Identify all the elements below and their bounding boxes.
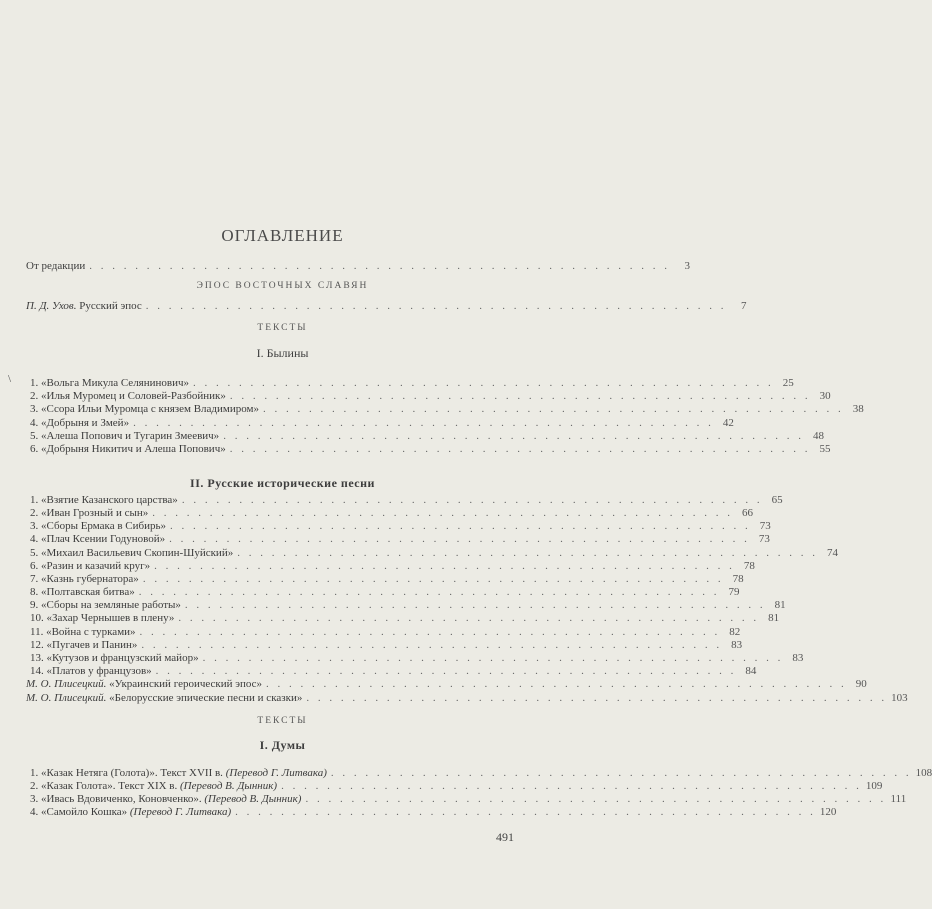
entry-label xyxy=(30,639,137,652)
dot-leader: . . . . . . . . . . . . . . . . . . . . . . . . . . . . . . . . . . . . . . . . . . . . . . . . . . . xyxy=(223,429,804,442)
entry-label xyxy=(30,533,165,546)
toc-entry[interactable] xyxy=(30,793,907,806)
toc-entry-plisetsky-1[interactable] xyxy=(26,678,867,691)
dot-leader: . . . . . . . . . . . . . . . . . . . . . . . . . . . . . . . . . . . . . . . . . . . . . . . . . . . xyxy=(138,586,720,599)
section-heading-bylini: I. Былины xyxy=(256,346,309,360)
entry-page: 78 xyxy=(732,572,744,585)
entry-author: М. О. Плисецкий. xyxy=(26,692,107,704)
toc-entry[interactable] xyxy=(30,520,771,533)
entry-title: 12. «Пугачев и Панин» xyxy=(30,638,138,651)
entry-page: 78 xyxy=(743,559,755,572)
toc-entry[interactable] xyxy=(30,612,780,625)
dot-leader: . . . . . . . . . . . . . . . . . . . . . . . . . . . . . . . . . . . . . . . . . . . . . . . . . . . xyxy=(184,599,766,612)
toc-entry[interactable] xyxy=(30,780,883,793)
toc-entry-plisetsky-2[interactable] xyxy=(26,692,908,705)
toc-entry[interactable] xyxy=(30,377,794,390)
dot-leader: . . . . . . . . . . . . . . . . . . . . . . . . . . . . . . . . . . . . . . . . . . . . . . . . . . . xyxy=(178,612,760,625)
entry-label xyxy=(30,520,166,533)
entry-page: 83 xyxy=(792,651,804,664)
entry-title: «Белорусские эпические песни и сказки» xyxy=(106,692,303,704)
entry-label xyxy=(30,377,189,390)
entry-page: 108 xyxy=(915,767,932,779)
dot-leader: . . . . . . . . . . . . . . . . . . . . . . . . . . . . . . . . . . . . . . . . . . . . . . . . . . . xyxy=(229,390,811,403)
dot-leader: . . . . . . . . . . . . . . . . . . . . . . . . . . . . . . . . . . . . . . . . . . . . . . . . . . . xyxy=(170,520,751,533)
entry-title: 4. «Добрыня и Змей» xyxy=(30,416,130,429)
entry-label xyxy=(30,494,178,507)
texts-heading: ТЕКСТЫ xyxy=(257,323,308,333)
entry-title: 11. «Война с турками» xyxy=(30,625,136,638)
entry-label xyxy=(30,806,231,819)
dot-leader: . . . . . . . . . . . . . . . . . . . . . . . . . . . . . . . . . . . . . . . . . . . . . . . . . . . xyxy=(266,678,847,690)
dot-leader: . . . . . . . . . . . . . . . . . . . . . . . . . . . . . . . . . . . . . . . . . . . . . . . . . . . xyxy=(152,507,733,520)
entry-label xyxy=(30,665,152,678)
section-heading-epos: ЭПОС ВОСТОЧНЫХ СЛАВЯН xyxy=(196,281,369,291)
entry-title: 6. «Добрыня Никитич и Алеша Попович» xyxy=(30,443,226,455)
toc-title: ОГЛАВЛЕНИЕ xyxy=(221,226,344,245)
entry-title: 1. «Взятие Казанского царства» xyxy=(30,494,178,506)
dot-leader: . . . . . . . . . . . . . . . . . . . . . . . . . . . . . . . . . . . . . . . . . . . . . . . . . . . xyxy=(181,494,763,506)
entry-label xyxy=(30,417,129,430)
dot-leader: . . . . . . . . . . . . . . . . . . . . . . . . . . . . . . . . . . . . . . . . . . . . . . . . . . . xyxy=(142,572,724,585)
entry-page: 83 xyxy=(731,638,743,651)
dot-leader: . . . . . . . . . . . . . . . . . . . . . . . . . . . . . . . . . . . . . . . . . . . . . . . . . . . xyxy=(202,651,784,664)
entry-title: Русский эпос xyxy=(76,300,142,312)
entry-page: 65 xyxy=(771,494,783,506)
entry-title: 3. «Сборы Ермака в Сибирь» xyxy=(30,520,167,533)
entry-page: 30 xyxy=(819,390,831,403)
entry-title: 4. «Самойло Кошка» xyxy=(30,806,128,818)
dot-leader: . . . . . . . . . . . . . . . . . . . . . . . . . . . . . . . . . . . . . . . . . . . . . . . . . . . xyxy=(193,377,774,389)
toc-entry[interactable] xyxy=(30,533,770,546)
toc-entry-ukhov[interactable] xyxy=(26,300,747,313)
entry-title: 2. «Илья Муромец и Соловей-Разбойник» xyxy=(30,390,226,403)
section-heading-songs: II. Русские исторические песни xyxy=(190,476,375,490)
entry-label xyxy=(30,793,301,806)
entry-label xyxy=(30,390,226,403)
toc-entry[interactable] xyxy=(30,390,831,403)
entry-title: 9. «Сборы на земляные работы» xyxy=(30,599,181,612)
entry-author: М. О. Плисецкий. xyxy=(26,678,107,690)
section-heading-dumy: I. Думы xyxy=(259,738,306,752)
dot-leader: . . . . . . . . . . . . . . . . . . . . . . . . . . . . . . . . . . . . . . . . . . . . . . . . . . . xyxy=(235,806,816,818)
entry-page: 73 xyxy=(759,520,771,533)
entry-page: 25 xyxy=(782,377,794,389)
entry-page: 38 xyxy=(852,403,864,416)
entry-title: 5. «Михаил Васильевич Скопин-Шуйский» xyxy=(30,546,234,559)
entry-page: 3 xyxy=(684,260,690,272)
dot-leader: . . . . . . . . . . . . . . . . . . . . . . . . . . . . . . . . . . . . . . . . . . . . . . . . . . . xyxy=(141,638,723,651)
toc-entry[interactable] xyxy=(30,507,753,520)
entry-page: 42 xyxy=(722,416,734,429)
entry-label xyxy=(30,652,199,665)
entry-page: 82 xyxy=(729,625,741,638)
entry-page: 73 xyxy=(758,533,770,546)
entry-title: 10. «Захар Чернышев в плену» xyxy=(30,612,175,625)
toc-entry[interactable] xyxy=(30,586,740,599)
dot-leader: . . . . . . . . . . . . . . . . . . . . . . . . . . . . . . . . . . . . . . . . . . . . . . . . . . . xyxy=(155,664,737,677)
dot-leader: . . . . . . . . . . . . . . . . . . . . . . . . . . . . . . . . . . . . . . . . . . . . . . . . . . . xyxy=(89,260,670,272)
entry-label xyxy=(30,507,148,520)
entry-title: 2. «Казак Голота». Текст XIX в. xyxy=(30,780,178,792)
dot-leader: . . . . . . . . . . . . . . . . . . . . . . . . . . . . . . . . . . . . . . . . . . . . . . . . . . . xyxy=(237,546,818,559)
pencil-mark-icon: \ xyxy=(8,373,12,385)
entry-label xyxy=(26,678,262,691)
entry-page: 55 xyxy=(819,443,831,455)
entry-page: 48 xyxy=(812,429,824,442)
entry-page: 66 xyxy=(741,507,753,520)
dot-leader: . . . . . . . . . . . . . . . . . . . . . . . . . . . . . . . . . . . . . . . . . . . . . . . . . . . xyxy=(154,559,735,572)
toc-entry[interactable] xyxy=(30,767,932,780)
entry-page: 84 xyxy=(745,664,757,677)
dot-leader: . . . . . . . . . . . . . . . . . . . . . . . . . . . . . . . . . . . . . . . . . . . . . . . . . . . xyxy=(229,443,811,455)
entry-label xyxy=(30,560,150,573)
entry-translator: (Перевод В. Дынник) xyxy=(180,780,278,792)
toc-entry[interactable] xyxy=(30,403,864,416)
entry-page: 90 xyxy=(855,678,867,690)
entry-label xyxy=(26,300,142,313)
entry-translator: (Перевод В. Дынник) xyxy=(204,793,302,805)
entry-title: 13. «Кутузов и французский майор» xyxy=(30,651,199,664)
dot-leader: . . . . . . . . . . . . . . . . . . . . . . . . . . . . . . . . . . . . . . . . . . . . . . . . . . . xyxy=(305,793,887,805)
entry-label xyxy=(30,612,174,625)
dot-leader: . . . . . . . . . . . . . . . . . . . . . . . . . . . . . . . . . . . . . . . . . . . . . . . . . . . xyxy=(281,780,862,792)
entry-label xyxy=(30,586,135,599)
dot-leader: . . . . . . . . . . . . . . . . . . . . . . . . . . . . . . . . . . . . . . . . . . . . . . . . . . . xyxy=(133,416,714,429)
entry-title: 3. «Ссора Ильи Муромца с князем Владимиром» xyxy=(30,403,260,416)
entry-page: 7 xyxy=(740,300,747,312)
entry-page: 74 xyxy=(826,546,838,559)
toc-entry-intro[interactable] xyxy=(26,260,690,273)
entry-title: 1. «Казак Нетяга (Голота)». Текст XVII в. xyxy=(30,767,223,779)
entry-label xyxy=(30,403,259,416)
toc-entry[interactable] xyxy=(30,443,831,456)
toc-entry[interactable] xyxy=(30,625,741,639)
entry-page: 79 xyxy=(728,586,740,599)
entry-page: 109 xyxy=(865,780,883,792)
dot-leader: . . . . . . . . . . . . . . . . . . . . . . . . . . . . . . . . . . . . . . . . . . . . . . . . . . . xyxy=(139,625,721,638)
entry-label xyxy=(30,547,233,560)
entry-page: 111 xyxy=(890,793,907,805)
entry-label xyxy=(30,443,226,456)
entry-title: 14. «Платов у французов» xyxy=(30,664,152,677)
entry-title: 1. «Вольга Микула Селянинович» xyxy=(30,377,190,389)
entry-title: 5. «Алеша Попович и Тугарин Змеевич» xyxy=(30,429,220,442)
toc-entry[interactable] xyxy=(30,416,734,430)
toc-entry[interactable] xyxy=(30,651,804,665)
entry-title: 7. «Казнь губернатора» xyxy=(30,572,139,585)
entry-label xyxy=(30,573,139,586)
entry-page: 81 xyxy=(768,612,780,625)
entry-translator: (Перевод Г. Литвака) xyxy=(225,767,327,779)
entry-label xyxy=(30,599,181,612)
entry-label: От редакции xyxy=(26,260,86,272)
entry-title: 6. «Разин и казачий круг» xyxy=(30,559,151,572)
dot-leader: . . . . . . . . . . . . . . . . . . . . . . . . . . . . . . . . . . . . . . . . . . . . . . . . . . . xyxy=(263,403,844,416)
dot-leader: . . . . . . . . . . . . . . . . . . . . . . . . . . . . . . . . . . . . . . . . . . . . . . . . . . . xyxy=(145,300,727,312)
entry-label xyxy=(30,430,219,443)
entry-page: 81 xyxy=(774,599,786,612)
dot-leader: . . . . . . . . . . . . . . . . . . . . . . . . . . . . . . . . . . . . . . . . . . . . . . . . . . . xyxy=(169,533,750,546)
entry-label xyxy=(30,626,136,639)
entry-title: 3. «Ивась Вдовиченко, Коновченко». xyxy=(30,793,202,805)
page-number: 491 xyxy=(496,830,514,844)
toc-entry[interactable] xyxy=(30,572,744,586)
dot-leader: . . . . . . . . . . . . . . . . . . . . . . . . . . . . . . . . . . . . . . . . . . . . . . . . . . . xyxy=(330,767,912,779)
toc-entry[interactable] xyxy=(30,664,757,678)
texts-heading: ТЕКСТЫ xyxy=(257,716,308,726)
entry-label xyxy=(30,767,327,780)
toc-entry[interactable] xyxy=(30,429,824,443)
entry-title: 4. «Плач Ксении Годуновой» xyxy=(30,533,166,546)
entry-translator: (Перевод Г. Литвака) xyxy=(129,806,232,818)
toc-entry[interactable] xyxy=(30,494,783,507)
entry-title: 2. «Иван Грозный и сын» xyxy=(30,507,149,520)
toc-entry[interactable] xyxy=(30,806,837,819)
entry-page: 103 xyxy=(891,692,908,704)
toc-entry[interactable] xyxy=(30,599,786,612)
toc-entry[interactable] xyxy=(30,559,755,573)
entry-label xyxy=(26,692,302,705)
toc-entry[interactable] xyxy=(30,638,743,652)
entry-author: П. Д. Ухов. xyxy=(26,300,77,312)
entry-title: «Украинский героический эпос» xyxy=(106,678,263,690)
entry-page: 120 xyxy=(819,806,837,818)
entry-title: 8. «Полтавская битва» xyxy=(30,586,135,599)
toc-entry[interactable] xyxy=(30,546,838,560)
entry-label xyxy=(30,780,277,793)
dot-leader: . . . . . . . . . . . . . . . . . . . . . . . . . . . . . . . . . . . . . . . . . . . . . . . . . . . xyxy=(306,692,888,704)
